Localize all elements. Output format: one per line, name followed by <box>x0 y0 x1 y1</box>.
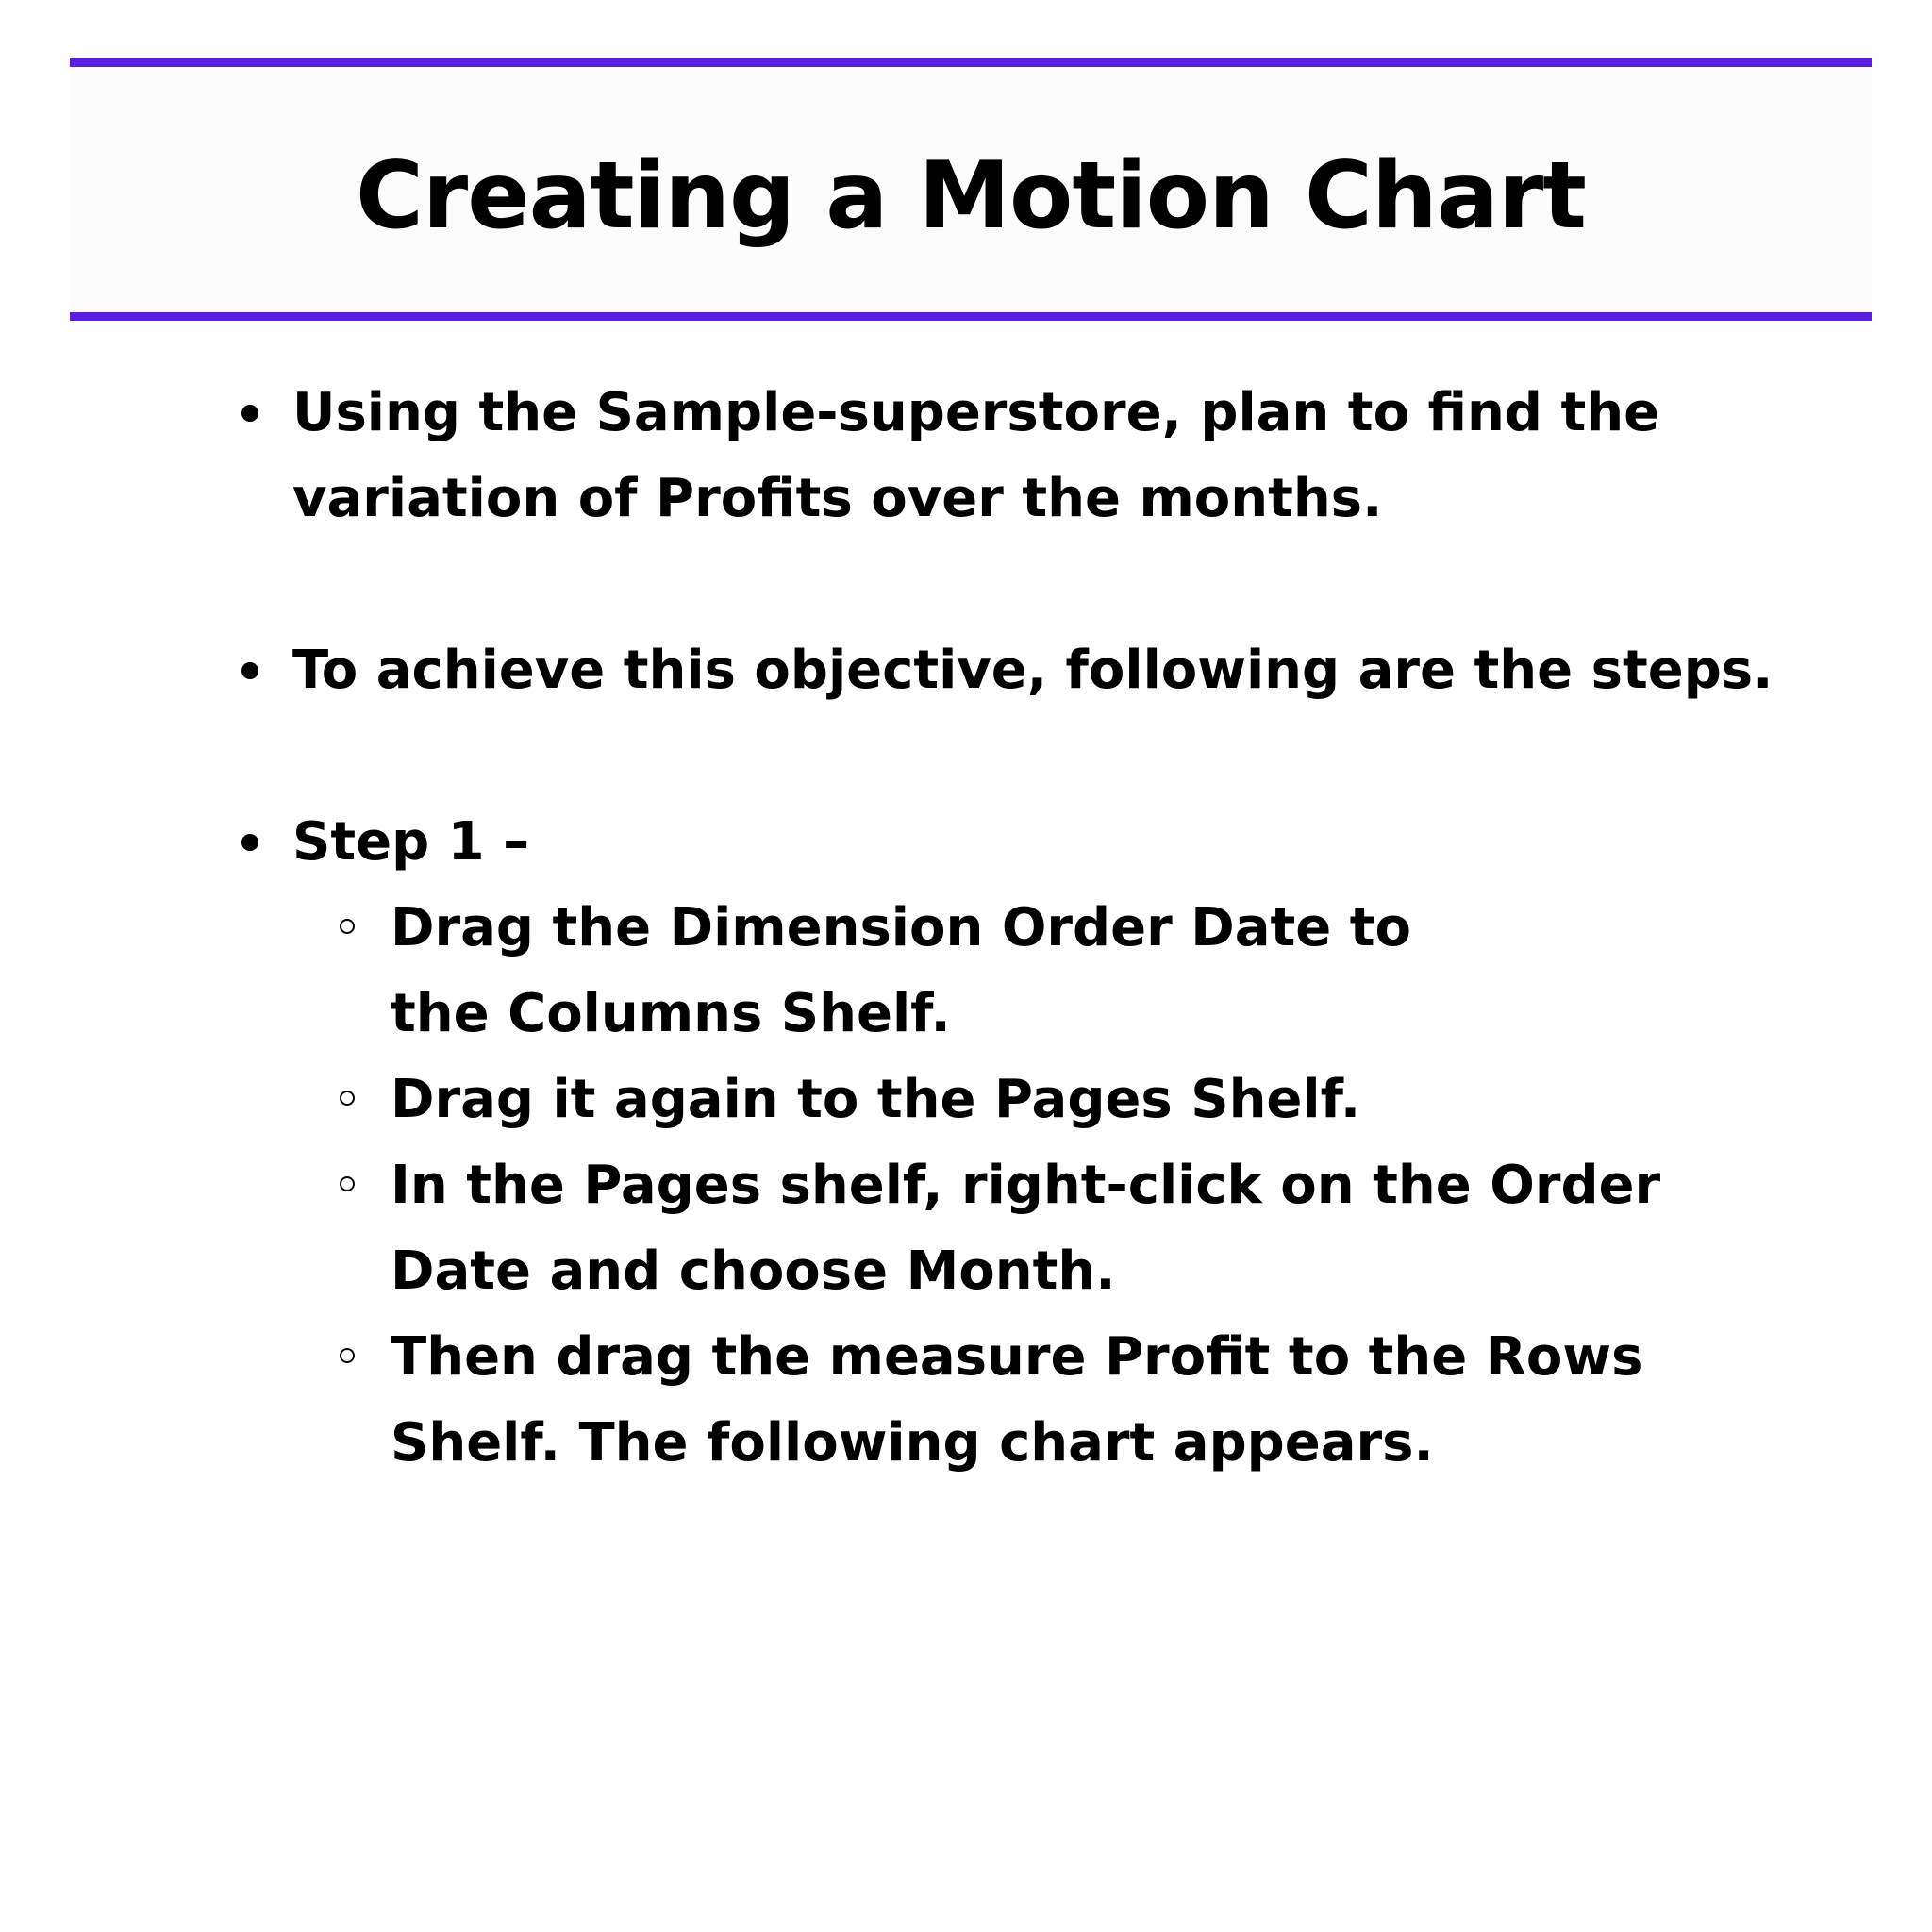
sub-bullet-list <box>292 885 1777 1486</box>
bullet-disc-icon <box>242 662 258 679</box>
sub-bullet-text: Drag the Dimension Order Date to the Columns Shelf. <box>391 897 1411 1044</box>
list-item <box>230 627 1777 713</box>
sub-bullet-text: In the Pages shelf, right-click on the Order Date and choose Month. <box>391 1155 1661 1302</box>
page-title: Creating a Motion Chart <box>355 142 1587 250</box>
bullet-text: To achieve this objective, following are the steps. <box>292 640 1774 701</box>
bottom-divider <box>70 312 1872 321</box>
bullet-ring-icon <box>340 1176 355 1191</box>
list-item <box>230 370 1698 541</box>
top-divider <box>70 58 1872 67</box>
bullet-disc-icon <box>242 405 258 422</box>
bullet-ring-icon <box>340 1348 355 1363</box>
bullet-ring-icon <box>340 919 355 934</box>
list-item <box>292 1057 1636 1142</box>
list-item <box>230 799 1777 1486</box>
sub-bullet-text: Drag it again to the Pages Shelf. <box>391 1069 1361 1130</box>
bullet-ring-icon <box>340 1091 355 1106</box>
list-item <box>292 1314 1664 1486</box>
slide-content <box>230 370 1777 1486</box>
bullet-disc-icon <box>242 834 258 851</box>
bullet-text: Step 1 – <box>292 811 530 873</box>
sub-bullet-text: Then drag the measure Profit to the Rows Shelf. The following chart appears. <box>391 1326 1643 1474</box>
list-item <box>292 1142 1664 1314</box>
list-item <box>292 885 1494 1057</box>
bullet-text: Using the Sample-superstore, plan to find the variation of Profits over the months. <box>292 382 1660 529</box>
bullet-list <box>230 370 1777 1486</box>
